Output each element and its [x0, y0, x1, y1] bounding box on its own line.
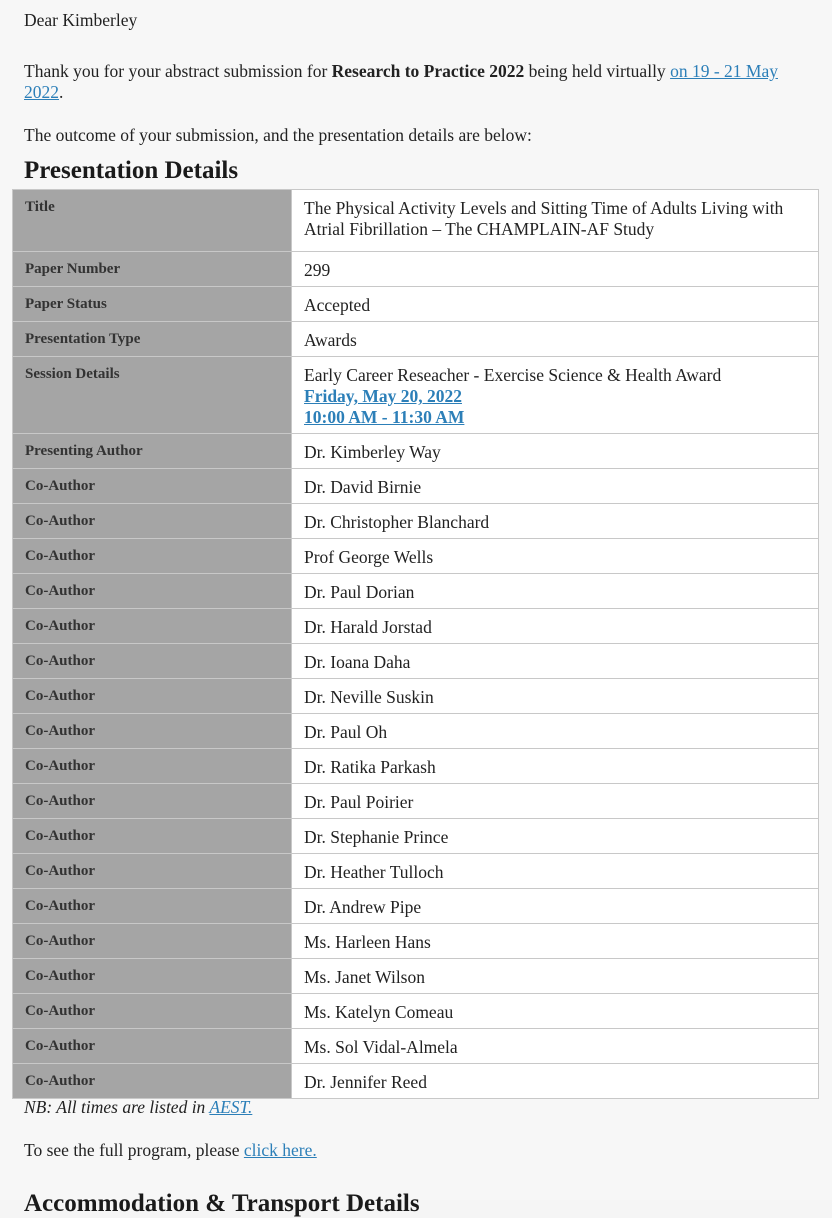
table-row	[13, 959, 819, 994]
section-heading: Presentation Details	[24, 157, 239, 184]
co-author-name: Dr. Paul Dorian	[292, 574, 819, 609]
intro-paragraph	[24, 61, 814, 103]
table-row	[13, 287, 819, 322]
row-label: Co-Author	[13, 819, 292, 854]
table-row	[13, 994, 819, 1029]
table-row	[13, 434, 819, 469]
co-author-name: Dr. Jennifer Reed	[292, 1064, 819, 1099]
table-row	[13, 889, 819, 924]
event-name: Research to Practice 2022	[331, 61, 525, 81]
row-label: Co-Author	[13, 854, 292, 889]
table-row	[13, 1029, 819, 1064]
timezone-note	[24, 1097, 252, 1118]
row-label: Co-Author	[13, 924, 292, 959]
program-prefix: To see the full program, please	[24, 1140, 244, 1160]
co-author-name: Dr. David Birnie	[292, 469, 819, 504]
intro-prefix: Thank you for your abstract submission for	[24, 61, 332, 81]
row-label: Co-Author	[13, 609, 292, 644]
row-label: Presentation Type	[13, 322, 292, 357]
presentation-type: Awards	[292, 322, 819, 357]
row-label: Co-Author	[13, 889, 292, 924]
co-author-name: Dr. Paul Oh	[292, 714, 819, 749]
presentation-details-table	[12, 189, 819, 1099]
paper-status: Accepted	[292, 287, 819, 322]
row-label: Co-Author	[13, 784, 292, 819]
co-author-name: Prof George Wells	[292, 539, 819, 574]
table-row	[13, 357, 819, 434]
details-table-body	[13, 190, 819, 1099]
row-label: Co-Author	[13, 1064, 292, 1099]
greeting: Dear Kimberley	[24, 10, 138, 30]
outcome-text: The outcome of your submission, and the presentation details are below:	[24, 125, 532, 145]
table-row	[13, 252, 819, 287]
full-program-text	[24, 1140, 317, 1161]
co-author-name: Dr. Neville Suskin	[292, 679, 819, 714]
co-author-name: Dr. Ratika Parkash	[292, 749, 819, 784]
co-author-name: Dr. Ioana Daha	[292, 644, 819, 679]
co-author-name: Ms. Sol Vidal-Almela	[292, 1029, 819, 1064]
session-name: Early Career Reseacher - Exercise Science & Health Award	[304, 365, 722, 385]
table-row	[13, 854, 819, 889]
next-section-heading: Accommodation & Transport Details	[24, 1190, 420, 1217]
session-date-link[interactable]: Friday, May 20, 2022	[304, 386, 462, 406]
co-author-name: Ms. Harleen Hans	[292, 924, 819, 959]
row-label: Paper Status	[13, 287, 292, 322]
table-row	[13, 679, 819, 714]
row-label: Co-Author	[13, 714, 292, 749]
row-label: Co-Author	[13, 1029, 292, 1064]
table-row	[13, 819, 819, 854]
row-label: Co-Author	[13, 504, 292, 539]
session-details	[292, 357, 819, 434]
paper-number: 299	[292, 252, 819, 287]
row-label: Co-Author	[13, 539, 292, 574]
co-author-name: Dr. Heather Tulloch	[292, 854, 819, 889]
row-label: Co-Author	[13, 959, 292, 994]
table-row	[13, 539, 819, 574]
row-label: Co-Author	[13, 469, 292, 504]
row-label: Presenting Author	[13, 434, 292, 469]
co-author-name: Dr. Stephanie Prince	[292, 819, 819, 854]
table-row	[13, 504, 819, 539]
presenting-author: Dr. Kimberley Way	[292, 434, 819, 469]
table-row	[13, 190, 819, 252]
table-row	[13, 714, 819, 749]
table-row	[13, 574, 819, 609]
co-author-name: Dr. Christopher Blanchard	[292, 504, 819, 539]
event-date-link[interactable]: on 19 - 21 May 2022	[24, 61, 778, 102]
row-label: Co-Author	[13, 679, 292, 714]
co-author-name: Dr. Harald Jorstad	[292, 609, 819, 644]
co-author-name: Ms. Katelyn Comeau	[292, 994, 819, 1029]
co-author-name: Dr. Andrew Pipe	[292, 889, 819, 924]
row-label: Co-Author	[13, 749, 292, 784]
co-author-name: Ms. Janet Wilson	[292, 959, 819, 994]
table-row	[13, 322, 819, 357]
session-time-link[interactable]: 10:00 AM - 11:30 AM	[304, 407, 465, 427]
table-row	[13, 609, 819, 644]
co-author-name: Dr. Paul Poirier	[292, 784, 819, 819]
row-label: Co-Author	[13, 644, 292, 679]
intro-middle: being held virtually	[524, 61, 671, 81]
row-label: Co-Author	[13, 994, 292, 1029]
aest-link[interactable]: AEST.	[209, 1097, 253, 1117]
row-label: Paper Number	[13, 252, 292, 287]
intro-suffix: .	[59, 82, 64, 102]
table-row	[13, 924, 819, 959]
table-row	[13, 784, 819, 819]
row-label: Title	[13, 190, 292, 252]
timezone-note-text: NB: All times are listed in	[24, 1097, 210, 1117]
paper-title: The Physical Activity Levels and Sitting Time of Adults Living with Atrial Fibrillation – The CHAMPLAIN-AF Study	[292, 190, 819, 252]
full-program-link[interactable]: click here.	[243, 1140, 317, 1160]
table-row	[13, 1064, 819, 1099]
row-label: Session Details	[13, 357, 292, 434]
row-label: Co-Author	[13, 574, 292, 609]
table-row	[13, 644, 819, 679]
table-row	[13, 749, 819, 784]
table-row	[13, 469, 819, 504]
